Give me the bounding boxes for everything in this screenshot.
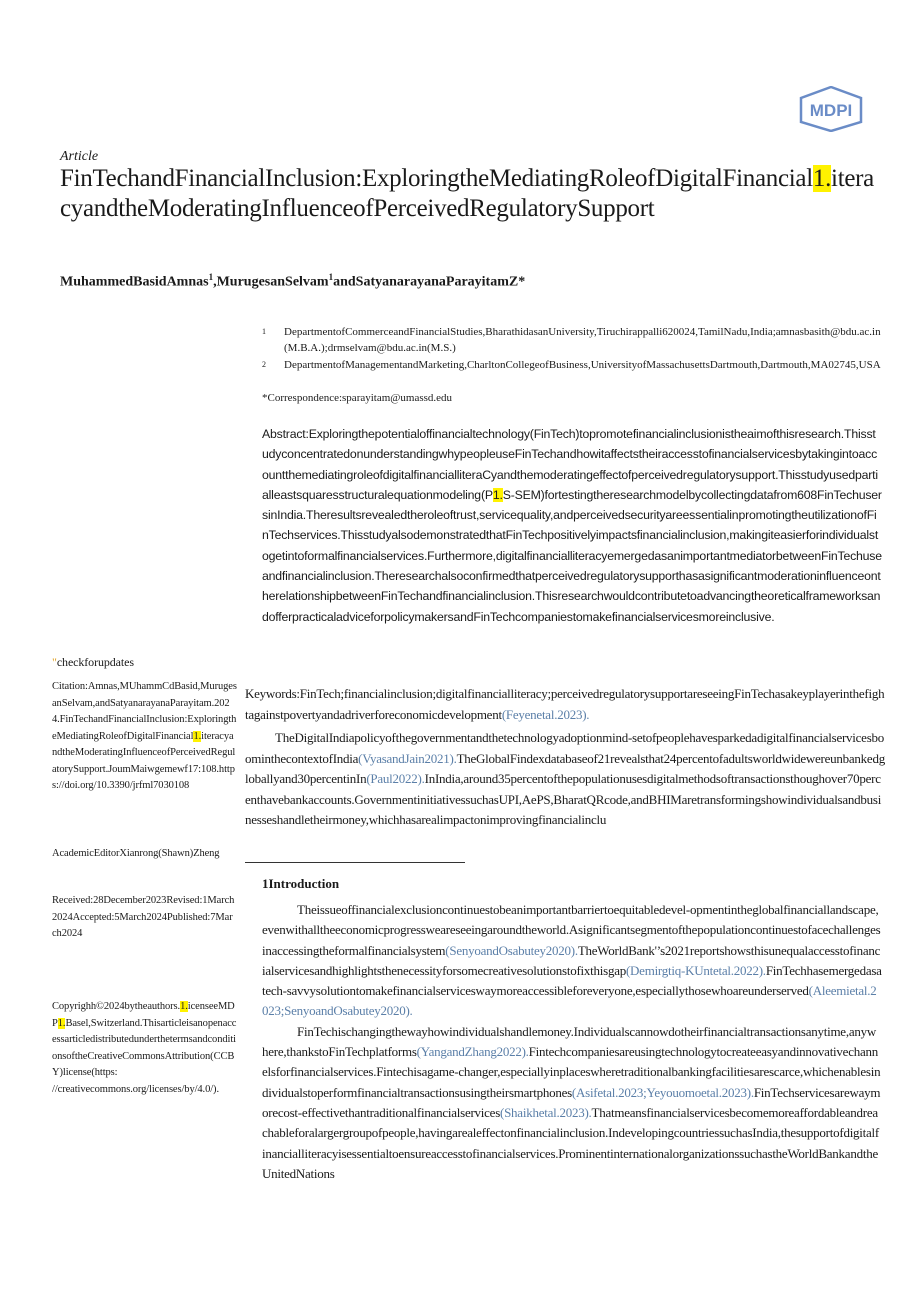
article-label: Article	[60, 149, 99, 164]
abstract-text: Abstract:Exploringthepotentialoffinancialtechnology(FinTech)topromotefinancialinclusionistheaimofthisresearch.ThisstudyconcentratedonunderstandingwhypeopleuseFinTechandhowitaffectstheiraccesstofinancialservicesbytakingintoaccountthemediatingroleofdigitalfinancialliteraCyandthemoderatingeffectofperceivedregulatorysupport.Thisstudyusedpartialleastsquaresstructuralequationmodeling(P	[262, 427, 878, 502]
citation-highlight: 1.	[193, 730, 202, 742]
keywords	[245, 684, 885, 725]
introduction-section	[262, 900, 882, 1184]
affiliation-number: 1	[262, 327, 266, 336]
abstract-text: S-SEM)fortestingtheresearchmodelbycollectingdatafrom608FinTechusersinIndia.Theresultsrevealedtheroleoftrust,servicequality,andperceivedsecurityareessentialinpromotingtheutilizationofFinTechservices.ThisstudyalsodemonstratedthatFinTechpositivelyimpactsfinancialinclusion,makingiteasierforindividualstogetintoformalfinancialservices.Furthermore,digitalfinancialliteracyemergedasanimportantmediatorbetweenFinTechuseandfinancialinclusion.TheresearchalsoconfirmedthatperceivedregulatorysupporthasasignificantmoderationinfluenceontherelationshipbetweenFinTechandfinancialinclusion.ThisresearchwouldcontributetoadvancingtheoreticalframeworksandofferpracticaladviceforpolicymakersandFinTechcompaniestomakefinancialservicesmoreinclusive.	[262, 487, 882, 624]
affiliation-text: DepartmentofManagementandMarketing,CharltonCollegeofBusiness,UniversityofMassachusettsDartmouth,Dartmouth,MA02745,USA	[284, 359, 881, 371]
citation-link[interactable]: (Feyenetal.2023).	[501, 706, 590, 722]
copyright-highlight: 1.	[180, 1001, 188, 1012]
citation-link[interactable]: (Shaikhetal.2023).	[500, 1104, 592, 1120]
author-list	[60, 272, 525, 291]
paragraph-text: FinTechservicesarewaymorecost-effectivethantraditionalfinancialservices	[262, 1084, 881, 1120]
body-paragraph	[262, 900, 882, 1022]
copyright-text: Basel,Switzerland.ThisarticleisanopenaccessarticledistributedunderthetermsandconditionsoftheCreativeCommonsAttribution(CCBY)license(https:	[52, 1017, 237, 1078]
copyright-block	[52, 999, 237, 1098]
paragraph-text: TheGlobalFindexdatabaseof21revealsthat24percentofadultsworldwidewereunbankedgloballyand30percentinIn	[245, 750, 885, 786]
title-part: iteracyandtheModeratingInfluenceofPerceivedRegulatorySupport	[60, 165, 874, 222]
citation-link[interactable]: (VyasandJain2021).	[358, 750, 457, 766]
paragraph-text: TheWorldBank'’s2021reportshowsthisunequalaccesstofinancialservicesandhighlightsthenecessityforsomecreativesolutionstofixthisgap	[262, 942, 881, 978]
affiliation-1	[262, 324, 882, 356]
author-sup: 1	[208, 272, 214, 282]
section-heading: 1Introduction	[262, 876, 340, 891]
affiliation-text: DepartmentofCommerceandFinancialStudies,BharathidasanUniversity,Tiruchirappalli620024,TamilNadu,India;amnasbasith@bdu.ac.in(M.B.A.);drmselvam@bdu.ac.in(M.S.)	[284, 326, 881, 354]
title-part: FinTechandFinancialInclusion:ExploringtheMediatingRoleofDigitalFinancial	[60, 165, 813, 192]
body-paragraph	[245, 728, 885, 831]
section-divider	[245, 862, 465, 863]
paragraph-text: Fintechcompaniesareusingtechnologytocreateeasyandinnovativechannelsforfinancialservices.Fintechisagame-changer,especiallyinplaceswheretraditionalbankingfacilitiesarescarce,whichenablesindividualstoperformfinancialtransactionsusingtheirsmartphones	[262, 1044, 881, 1100]
paper-title	[60, 164, 880, 224]
copyright-text: icenseeMDP	[52, 1001, 235, 1029]
citation-link[interactable]: (Aleemietal.2023;SenyoandOsabutey2020).	[262, 983, 877, 1019]
paragraph-text: InIndia,around35percentofthepopulationusesdigitalmethodsoftransactionsthoughover70percenthavebankaccounts.GovernmentinitiativessuchasUPI,AePS,BharatQRcode,andBHIMaretransformingshowindividualsandbusinesseshandletheirmoney,whichhasarealimpactonimprovingfinancialinclu	[245, 771, 882, 827]
paragraph-text: Thatmeansfinancialservicesbecomemoreaffordableandreachableforalargergroupofpeople,havingarealeffectonfinancialinclusion.IndevelopingcountriessuchasIndia,thesupportofdigitalfinancialliteracyisessentialtoensureaccesstofinancialservices.ProminentinternationalorganizationssuchastheWorldBankandtheUnitedNations	[262, 1104, 879, 1181]
updates-label: checkforupdates	[56, 655, 134, 669]
paragraph-text: FinTechhasemergedasatech-savvysolutiontomakefinancialserviceswaymoreaccessibleforeveryone,especiallythosewhoareunderserved	[262, 962, 882, 999]
academic-editor: AcademicEditorXianrong(Shawn)Zheng	[52, 848, 220, 859]
citation-link[interactable]: (SenyoandOsabutey2020).	[445, 942, 578, 958]
copyright-text: Copyrighh©2024bytheauthors.	[52, 1001, 181, 1012]
paragraph-text: FinTechischangingthewayhowindividualshandlemoney.Individualscannowdotheirfinancialtransactionsanytime,anywhere,thankstoFinTechplatforms	[262, 1023, 876, 1060]
title-highlight: 1.	[812, 165, 832, 192]
author-name: andSatyanarayanaParayitamZ*	[333, 274, 526, 290]
citation-link[interactable]: (Asifetal.2023;Yeyouomoetal.2023).	[571, 1084, 754, 1100]
paragraph-text: Theissueoffinancialexclusioncontinuestobeanimportantbarriertoequitabledevel-opmentintheglobalfinanciallandscape,evenwithalltheeconomicprogressweareseeingaroundtheworld.Asignificantsegmentofthepopulationcontinuestofacechallengesinaccessingtheformalfinancialsystem	[262, 902, 881, 958]
keywords-text: Keywords:FinTech;financialinclusion;digitalfinancialliteracy;perceivedregulatorysupportareseeingFinTechasakeyplayerinthefightagainstpovertyandadriverforeconomicdevelopment	[245, 686, 885, 722]
citation-link[interactable]: (Demirgtiq-KUntetal.2022).	[625, 962, 766, 978]
correspondence: *Correspondence:sparayitam@umassd.edu	[262, 392, 453, 404]
citation-text: iteracyandtheModeratingInfluenceofPerceivedRegulatorySupport.JoumMaiwgemewf17:108.https://doi.org/10.3390/jrfml7030108	[52, 730, 236, 791]
logo-text: MDPI	[809, 101, 853, 120]
check-for-updates-link[interactable]	[52, 654, 237, 671]
citation-block	[52, 679, 237, 795]
abstract	[262, 424, 882, 627]
abstract-highlight: 1.	[492, 487, 503, 502]
citation-link[interactable]: (YangandZhang2022).	[416, 1044, 529, 1060]
author-name: ,MurugesanSelvam	[213, 274, 329, 290]
license-link[interactable]: //creativecommons.org/licenses/by/4.0/).	[52, 1083, 219, 1095]
paragraph-text: TheDigitalIndiapolicyofthegovernmentandthetechnologyadoptionmind-setofpeoplehavesparkedadigitalfinancialservicesboominthecontextofIndia	[245, 730, 885, 766]
body-paragraph	[262, 1022, 882, 1184]
citation-link[interactable]: (Paul2022).	[366, 771, 425, 786]
affiliation-2	[262, 357, 882, 373]
mdpi-logo	[796, 86, 866, 132]
updates-icon: "	[52, 655, 57, 669]
copyright-highlight: 1.	[57, 1017, 66, 1029]
citation-text: Citation:Amnas,MUhammCdBasid,MurugesanSelvam,andSatyanarayanaParayitam.2024.FinTechandFinancialInclusion:ExploringtheMediatingRoleofDigitalFinancial	[52, 681, 237, 742]
author-name: MuhammedBasidAmnas	[60, 274, 209, 290]
author-sup: 1	[328, 272, 334, 282]
affiliation-number: 2	[262, 360, 266, 369]
publication-dates: Received:28December2023Revised:1March2024Accepted:5March2024Published:7March2024	[52, 895, 235, 939]
